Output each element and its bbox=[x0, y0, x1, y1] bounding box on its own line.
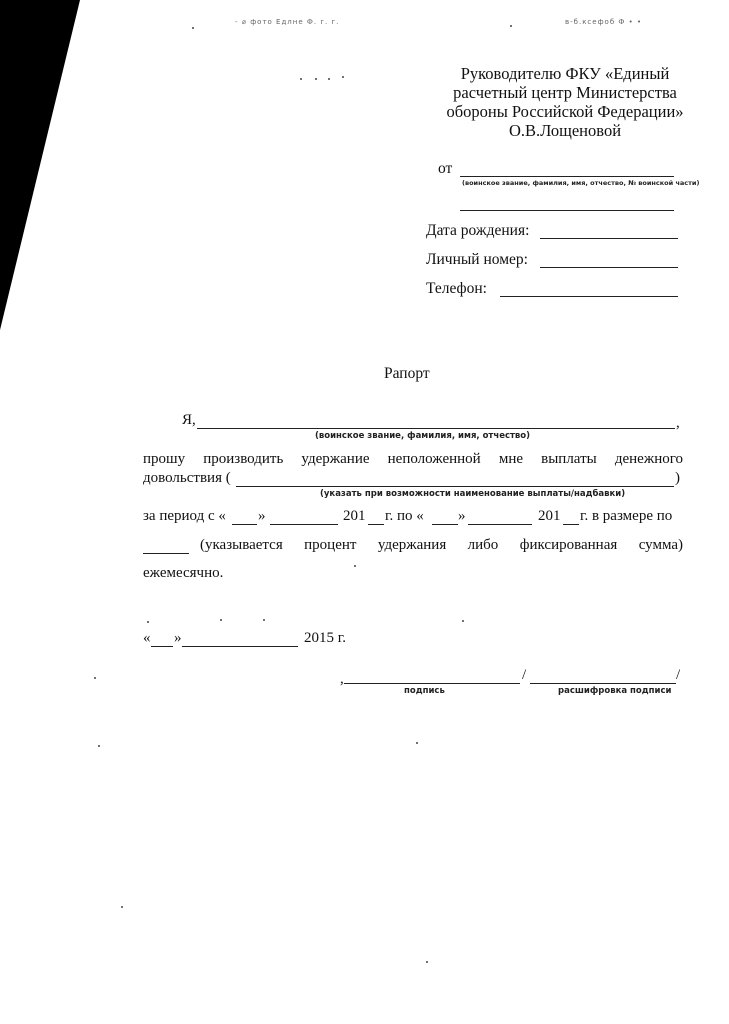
scan-speck bbox=[147, 621, 149, 623]
from-field-line[interactable] bbox=[460, 176, 674, 177]
period-from-month-field[interactable] bbox=[270, 524, 338, 525]
scan-speck bbox=[462, 620, 464, 622]
scan-speck bbox=[342, 76, 344, 78]
scan-speck bbox=[300, 78, 302, 80]
comma: , bbox=[676, 415, 680, 431]
scan-speck bbox=[328, 78, 330, 80]
scan-speck bbox=[98, 745, 100, 747]
payment-hint: (указать при возможности наименование выплаты/надбавки) bbox=[320, 489, 626, 499]
signature-slash: / bbox=[522, 667, 527, 683]
from-hint: (воинское звание, фамилия, имя, отчество, № воинской части) bbox=[462, 179, 700, 187]
phone-label: Телефон: bbox=[426, 280, 487, 297]
date-day-field[interactable] bbox=[151, 646, 173, 647]
scan-header-left: - ⌀ фото Едлне Ф. г. г. bbox=[235, 18, 340, 26]
from-field-line-2[interactable] bbox=[460, 210, 674, 211]
signature-field[interactable] bbox=[344, 683, 520, 684]
amount-description: (указывается процент удержания либо фиксированная сумма) bbox=[200, 537, 683, 553]
birth-date-label: Дата рождения: bbox=[426, 222, 530, 239]
page-title: Рапорт bbox=[384, 365, 430, 382]
transcript-hint: расшифровка подписи bbox=[558, 686, 672, 696]
quote-close: » bbox=[458, 508, 466, 524]
period-to-year-field[interactable] bbox=[563, 524, 579, 525]
year-prefix: 201 bbox=[538, 508, 561, 524]
ya-text: Я, bbox=[182, 412, 196, 428]
monthly-text: ежемесячно. bbox=[143, 565, 224, 581]
quote-close: » bbox=[258, 508, 266, 524]
scan-corner-shadow bbox=[0, 0, 80, 330]
signature-slash: / bbox=[676, 667, 681, 683]
personal-number-label: Личный номер: bbox=[426, 251, 528, 268]
signature-transcript-field[interactable] bbox=[530, 683, 676, 684]
from-label: от bbox=[438, 160, 453, 177]
scan-speck bbox=[510, 25, 512, 27]
date-quote-open: « bbox=[143, 630, 151, 646]
addressee-line: Руководителю ФКУ «Единый bbox=[460, 64, 670, 83]
scan-speck bbox=[263, 619, 265, 621]
period-from-day-field[interactable] bbox=[232, 524, 257, 525]
scan-speck bbox=[192, 27, 194, 29]
period-from-label: за период с « bbox=[143, 508, 226, 524]
scan-speck bbox=[354, 565, 356, 567]
signature-hint: подпись bbox=[404, 686, 445, 696]
signature-comma: , bbox=[340, 671, 344, 687]
year-prefix: 201 bbox=[343, 508, 366, 524]
scan-speck bbox=[220, 619, 222, 621]
scan-header-right: в-б.ксефоб Ф • • bbox=[565, 18, 643, 26]
amount-field[interactable] bbox=[143, 553, 189, 554]
period-to-month-field[interactable] bbox=[468, 524, 532, 525]
request-line: прошу производить удержание неположенной мне выплаты денежного bbox=[143, 451, 683, 467]
allowance-prefix: довольствия ( bbox=[143, 470, 231, 486]
allowance-suffix: ) bbox=[675, 470, 680, 486]
period-to-day-field[interactable] bbox=[432, 524, 458, 525]
amount-label: г. в размере по bbox=[580, 508, 673, 524]
scan-speck bbox=[426, 961, 428, 963]
addressee-block bbox=[400, 64, 729, 140]
date-month-field[interactable] bbox=[182, 646, 298, 647]
period-from-year-field[interactable] bbox=[368, 524, 384, 525]
scan-speck bbox=[94, 677, 96, 679]
addressee-line: расчетный центр Министерства bbox=[453, 83, 677, 102]
date-year: 2015 г. bbox=[304, 630, 346, 646]
rank-hint: (воинское звание, фамилия, имя, отчество) bbox=[315, 431, 531, 441]
date-quote-close: » bbox=[174, 630, 182, 646]
payment-name-field[interactable] bbox=[236, 486, 674, 487]
scan-speck bbox=[416, 742, 418, 744]
name-field[interactable] bbox=[197, 428, 675, 429]
period-to-label: г. по « bbox=[385, 508, 424, 524]
scan-speck bbox=[315, 78, 317, 80]
addressee-line: обороны Российской Федерации» bbox=[446, 102, 684, 121]
addressee-line: О.В.Лощеновой bbox=[508, 121, 622, 140]
scan-speck bbox=[121, 906, 123, 908]
birth-date-field[interactable] bbox=[540, 238, 678, 239]
phone-field[interactable] bbox=[500, 296, 678, 297]
personal-number-field[interactable] bbox=[540, 267, 678, 268]
